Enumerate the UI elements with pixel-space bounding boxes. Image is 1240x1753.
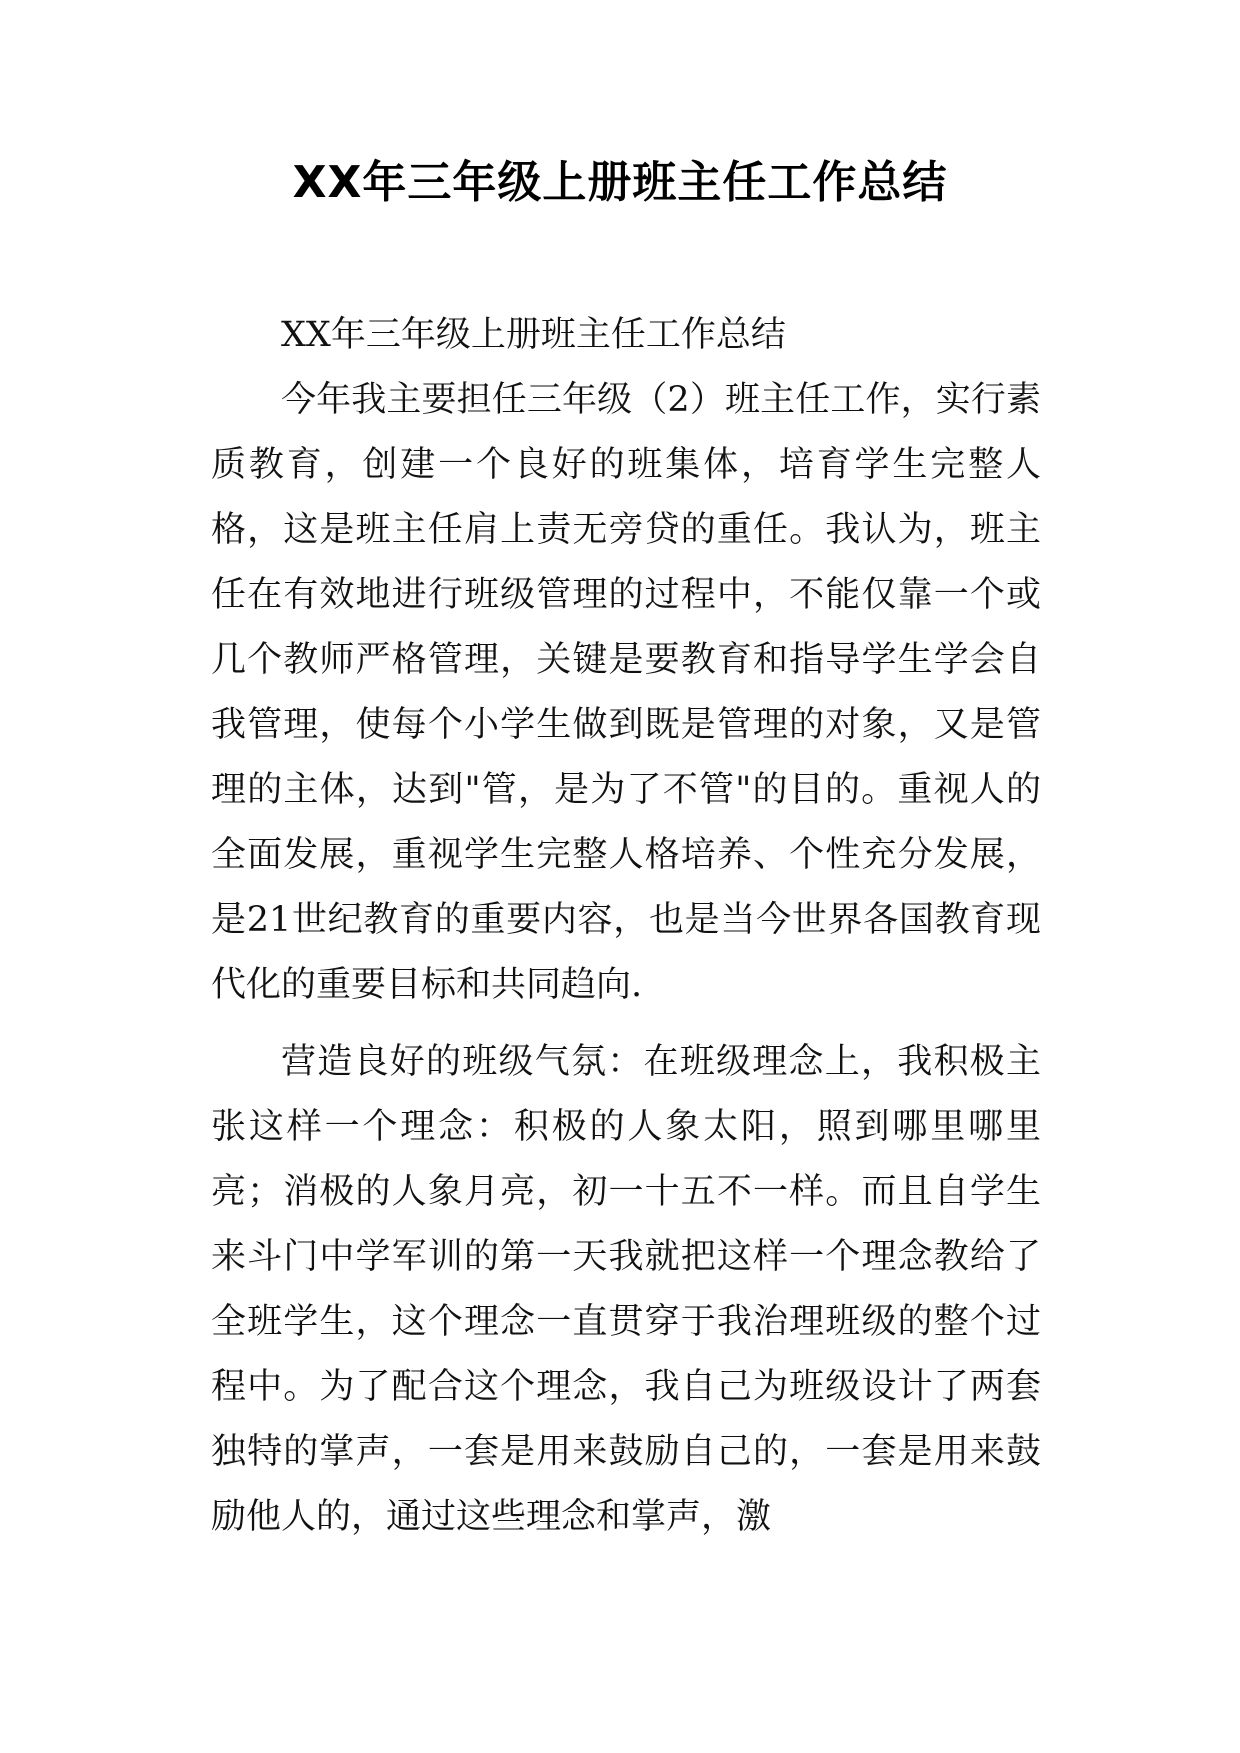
paragraph: 今年我主要担任三年级（2）班主任工作，实行素质教育，创建一个良好的班集体，培育学生完整人格，这是班主任肩上责无旁贷的重任。我认为，班主任在有效地进行班级管理的过程中，不能仅靠一个或几个教师严格管理，关键是要教育和指导学生学会自我管理，使每个小学生做到既是管理的对象，又是管理的主体，达到"管，是为了不管"的目的。重视人的全面发展，重视学生完整人格培养、个性充分发展，是21世纪教育的重要内容，也是当今世界各国教育现代化的重要目标和共同趋向. <box>211 380 1041 1005</box>
document-title: XX年三年级上册班主任工作总结 <box>292 157 948 208</box>
paragraph: 营造良好的班级气氛：在班级理念上，我积极主张这样一个理念：积极的人象太阳，照到哪里哪里亮；消极的人象月亮，初一十五不一样。而且自学生来斗门中学军训的第一天我就把这样一个理念教给了全班学生，这个理念一直贯穿于我治理班级的整个过程中。为了配合这个理念，我自己为班级设计了两套独特的掌声，一套是用来鼓励自己的，一套是用来鼓励他人的，通过这些理念和掌声，激 <box>211 1042 1041 1537</box>
document-body <box>211 303 1041 1550</box>
paragraph-subtitle: XX年三年级上册班主任工作总结 <box>281 315 786 355</box>
